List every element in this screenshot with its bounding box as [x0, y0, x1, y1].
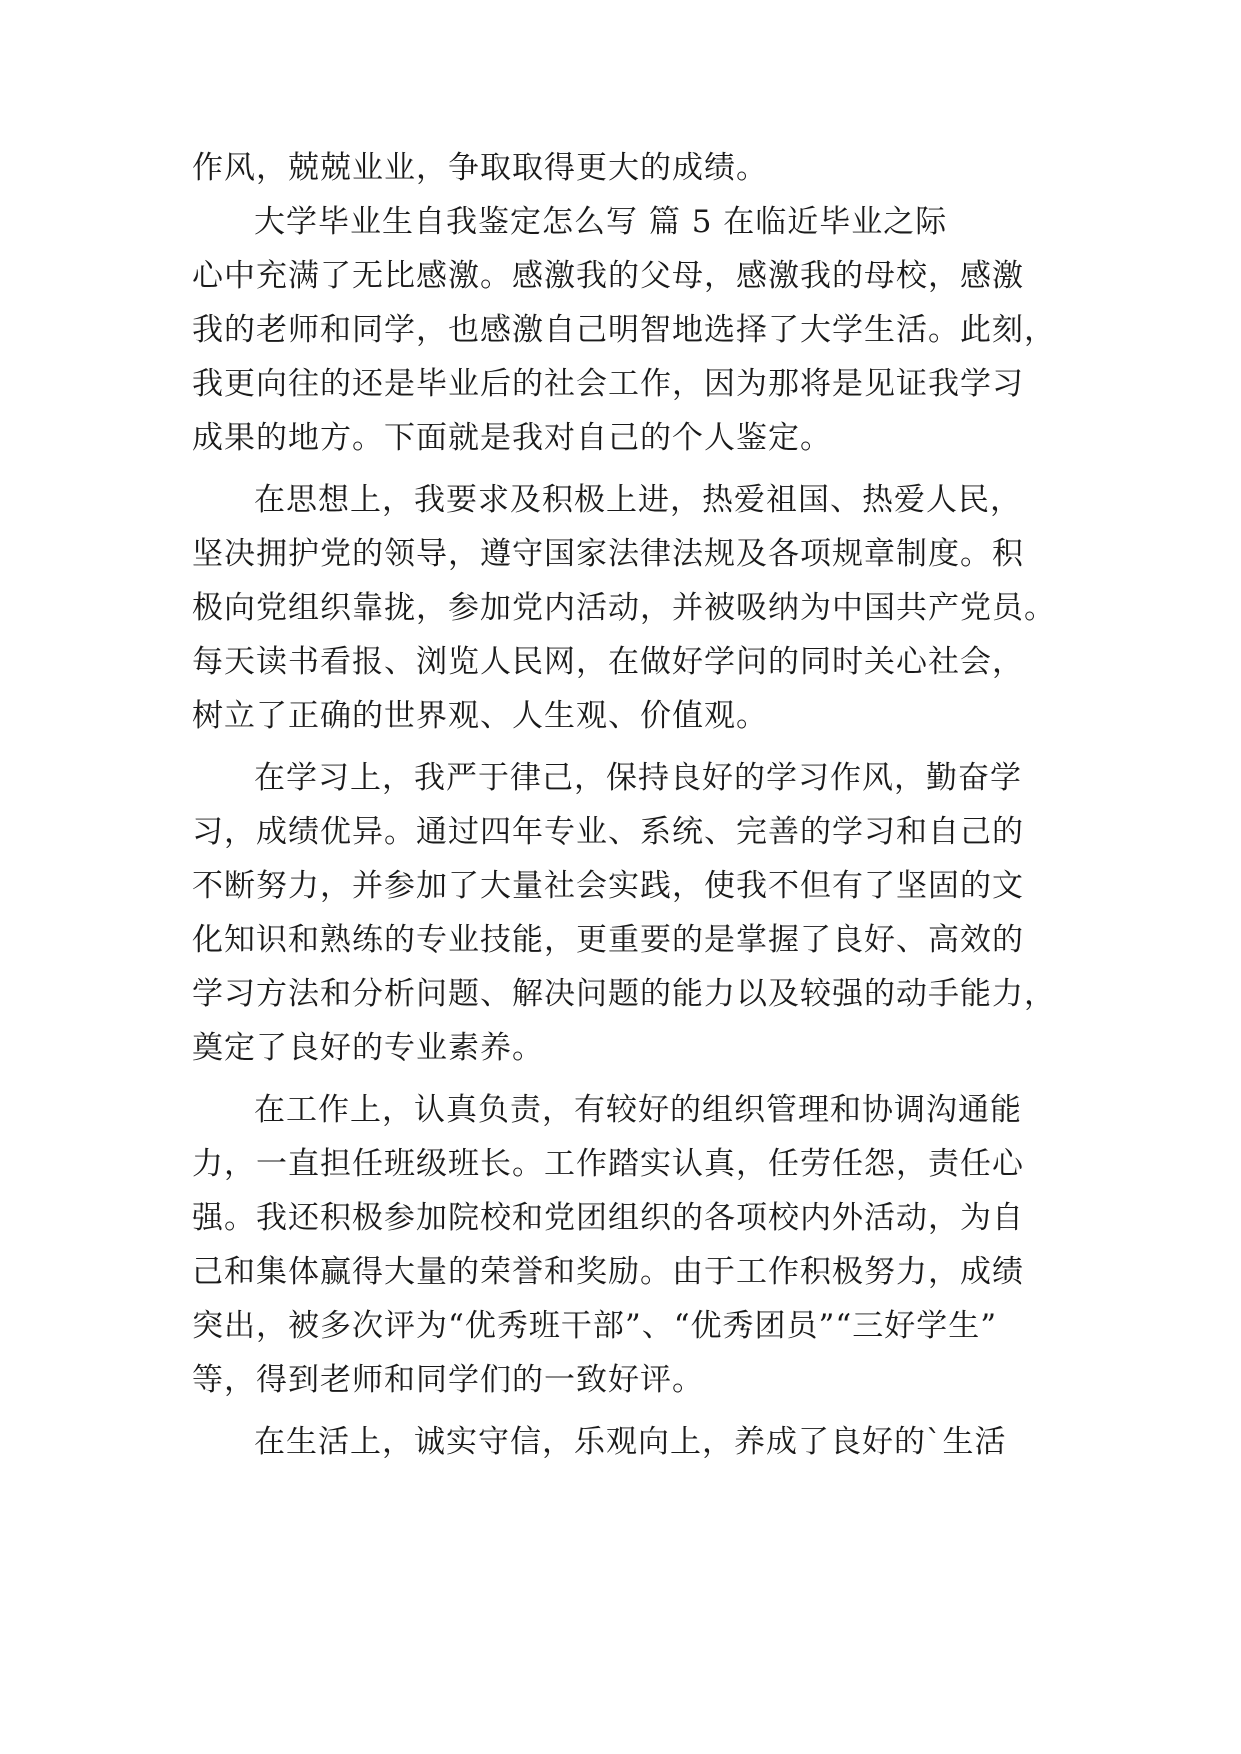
text-line-10: 每天读书看报、浏览人民网，在做好学问的同时关心社会，	[192, 644, 1024, 680]
text-line-8: 坚决拥护党的领导，遵守国家法律法规及各项规章制度。积	[192, 536, 1024, 572]
text-line-1: 作风，兢兢业业，争取取得更大的成绩。	[192, 150, 768, 186]
text-line-20: 强。我还积极参加院校和党团组织的各项校内外活动，为自	[192, 1200, 1024, 1236]
section-heading-line: 大学毕业生自我鉴定怎么写 篇 5 在临近毕业之际	[254, 204, 948, 240]
text-line-14: 不断努力，并参加了大量社会实践，使我不但有了坚固的文	[192, 868, 1024, 904]
text-line-11: 树立了正确的世界观、人生观、价值观。	[192, 698, 768, 734]
text-line-4: 我的老师和同学，也感激自己明智地选择了大学生活。此刻，	[192, 312, 1056, 348]
text-line-3: 心中充满了无比感激。感激我的父母，感激我的母校，感激	[192, 258, 1024, 294]
text-line-15: 化知识和熟练的专业技能，更重要的是掌握了良好、高效的	[192, 922, 1024, 958]
text-line-6: 成果的地方。下面就是我对自己的个人鉴定。	[192, 420, 832, 456]
paragraph-work-start: 在工作上，认真负责，有较好的组织管理和协调沟通能	[254, 1092, 1022, 1128]
text-line-5: 我更向往的还是毕业后的社会工作，因为那将是见证我学习	[192, 366, 1024, 402]
text-line-16: 学习方法和分析问题、解决问题的能力以及较强的动手能力，	[192, 976, 1056, 1012]
paragraph-thought-start: 在思想上，我要求及积极上进，热爱祖国、热爱人民，	[254, 482, 1022, 518]
text-line-22: 突出，被多次评为“优秀班干部”、“优秀团员”“三好学生”	[192, 1308, 998, 1344]
paragraph-life-start: 在生活上，诚实守信，乐观向上，养成了良好的`生活	[254, 1424, 1007, 1460]
text-line-13: 习，成绩优异。通过四年专业、系统、完善的学习和自己的	[192, 814, 1024, 850]
paragraph-study-start: 在学习上，我严于律己，保持良好的学习作风，勤奋学	[254, 760, 1022, 796]
text-line-9: 极向党组织靠拢，参加党内活动，并被吸纳为中国共产党员。	[192, 590, 1056, 626]
text-line-19: 力，一直担任班级班长。工作踏实认真，任劳任怨，责任心	[192, 1146, 1024, 1182]
text-line-17: 奠定了良好的专业素养。	[192, 1030, 544, 1066]
text-line-21: 己和集体赢得大量的荣誉和奖励。由于工作积极努力，成绩	[192, 1254, 1024, 1290]
text-line-23: 等，得到老师和同学们的一致好评。	[192, 1362, 704, 1398]
